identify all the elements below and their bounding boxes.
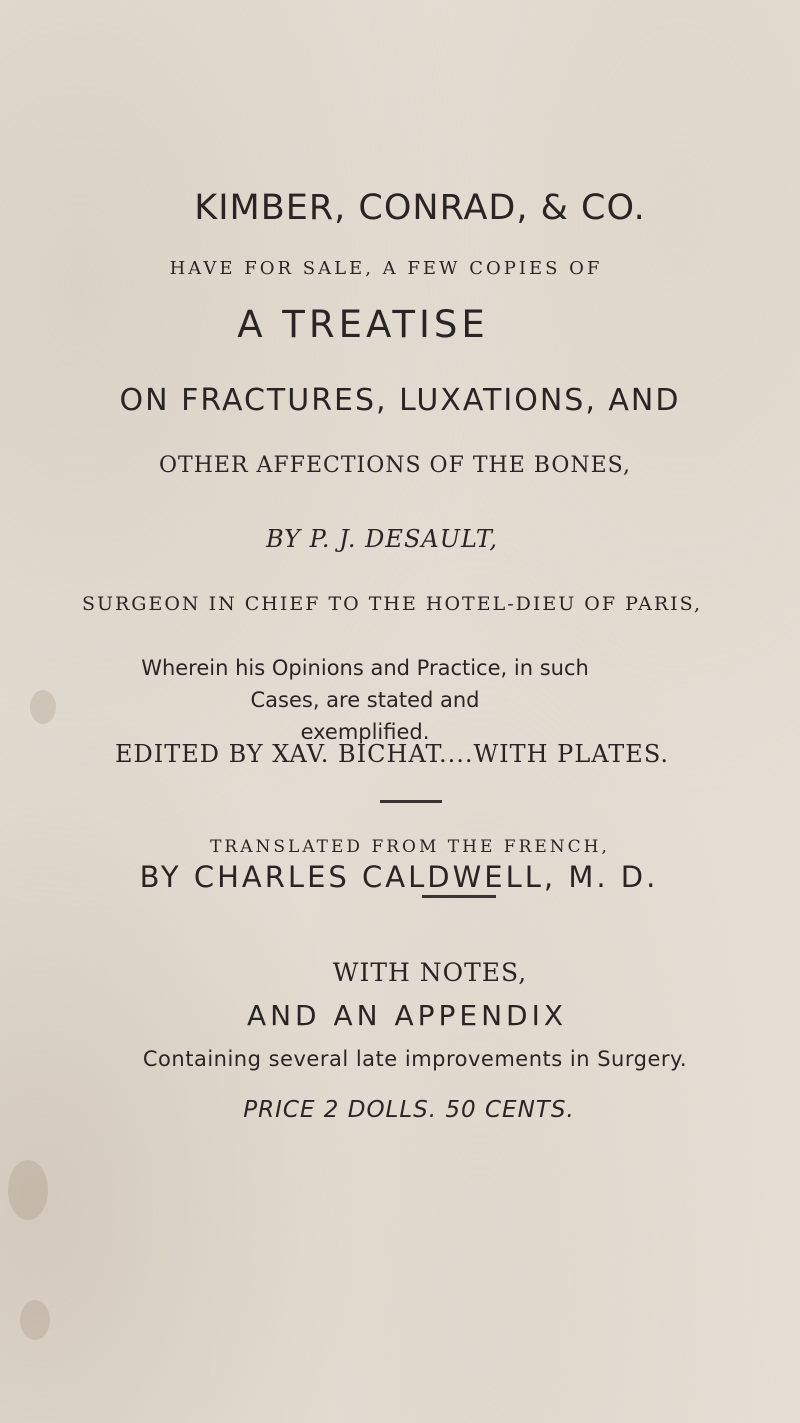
paper-stain: [20, 1300, 50, 1340]
book-subtitle-line-2: OTHER AFFECTIONS OF THE BONES,: [159, 453, 631, 478]
description-line-2: exemplified.: [300, 720, 430, 744]
containing-line: Containing several late improvements in Surgery.: [142, 1047, 688, 1071]
price-line: PRICE 2 DOLLS. 50 CENTS.: [243, 1097, 575, 1123]
book-subtitle-line-1: ON FRACTURES, LUXATIONS, AND: [119, 383, 681, 418]
have-for-sale-line: HAVE FOR SALE, A FEW COPIES OF: [169, 258, 603, 279]
translator-name: BY CHARLES CALDWELL, M. D.: [139, 860, 659, 894]
book-description: [115, 652, 615, 748]
translated-from-line: TRANSLATED FROM THE FRENCH,: [210, 837, 610, 857]
divider-rule: [422, 895, 496, 898]
notes-line: WITH NOTES,: [332, 958, 528, 987]
editor-line: EDITED BY XAV. BICHAT....WITH PLATES.: [114, 740, 670, 768]
author-name: BY P. J. DESAULT,: [265, 525, 499, 553]
author-title: SURGEON IN CHIEF TO THE HOTEL-DIEU OF PARIS,: [81, 593, 703, 615]
description-line-1: Wherein his Opinions and Practice, in such Cases, are stated and: [141, 656, 589, 712]
divider-rule: [380, 800, 442, 803]
book-title: A TREATISE: [237, 303, 489, 346]
appendix-line: AND AN APPENDIX: [246, 999, 568, 1032]
paper-stain: [8, 1160, 48, 1220]
publisher-name: KIMBER, CONRAD, & CO.: [194, 188, 646, 228]
paper-stain: [30, 690, 56, 724]
